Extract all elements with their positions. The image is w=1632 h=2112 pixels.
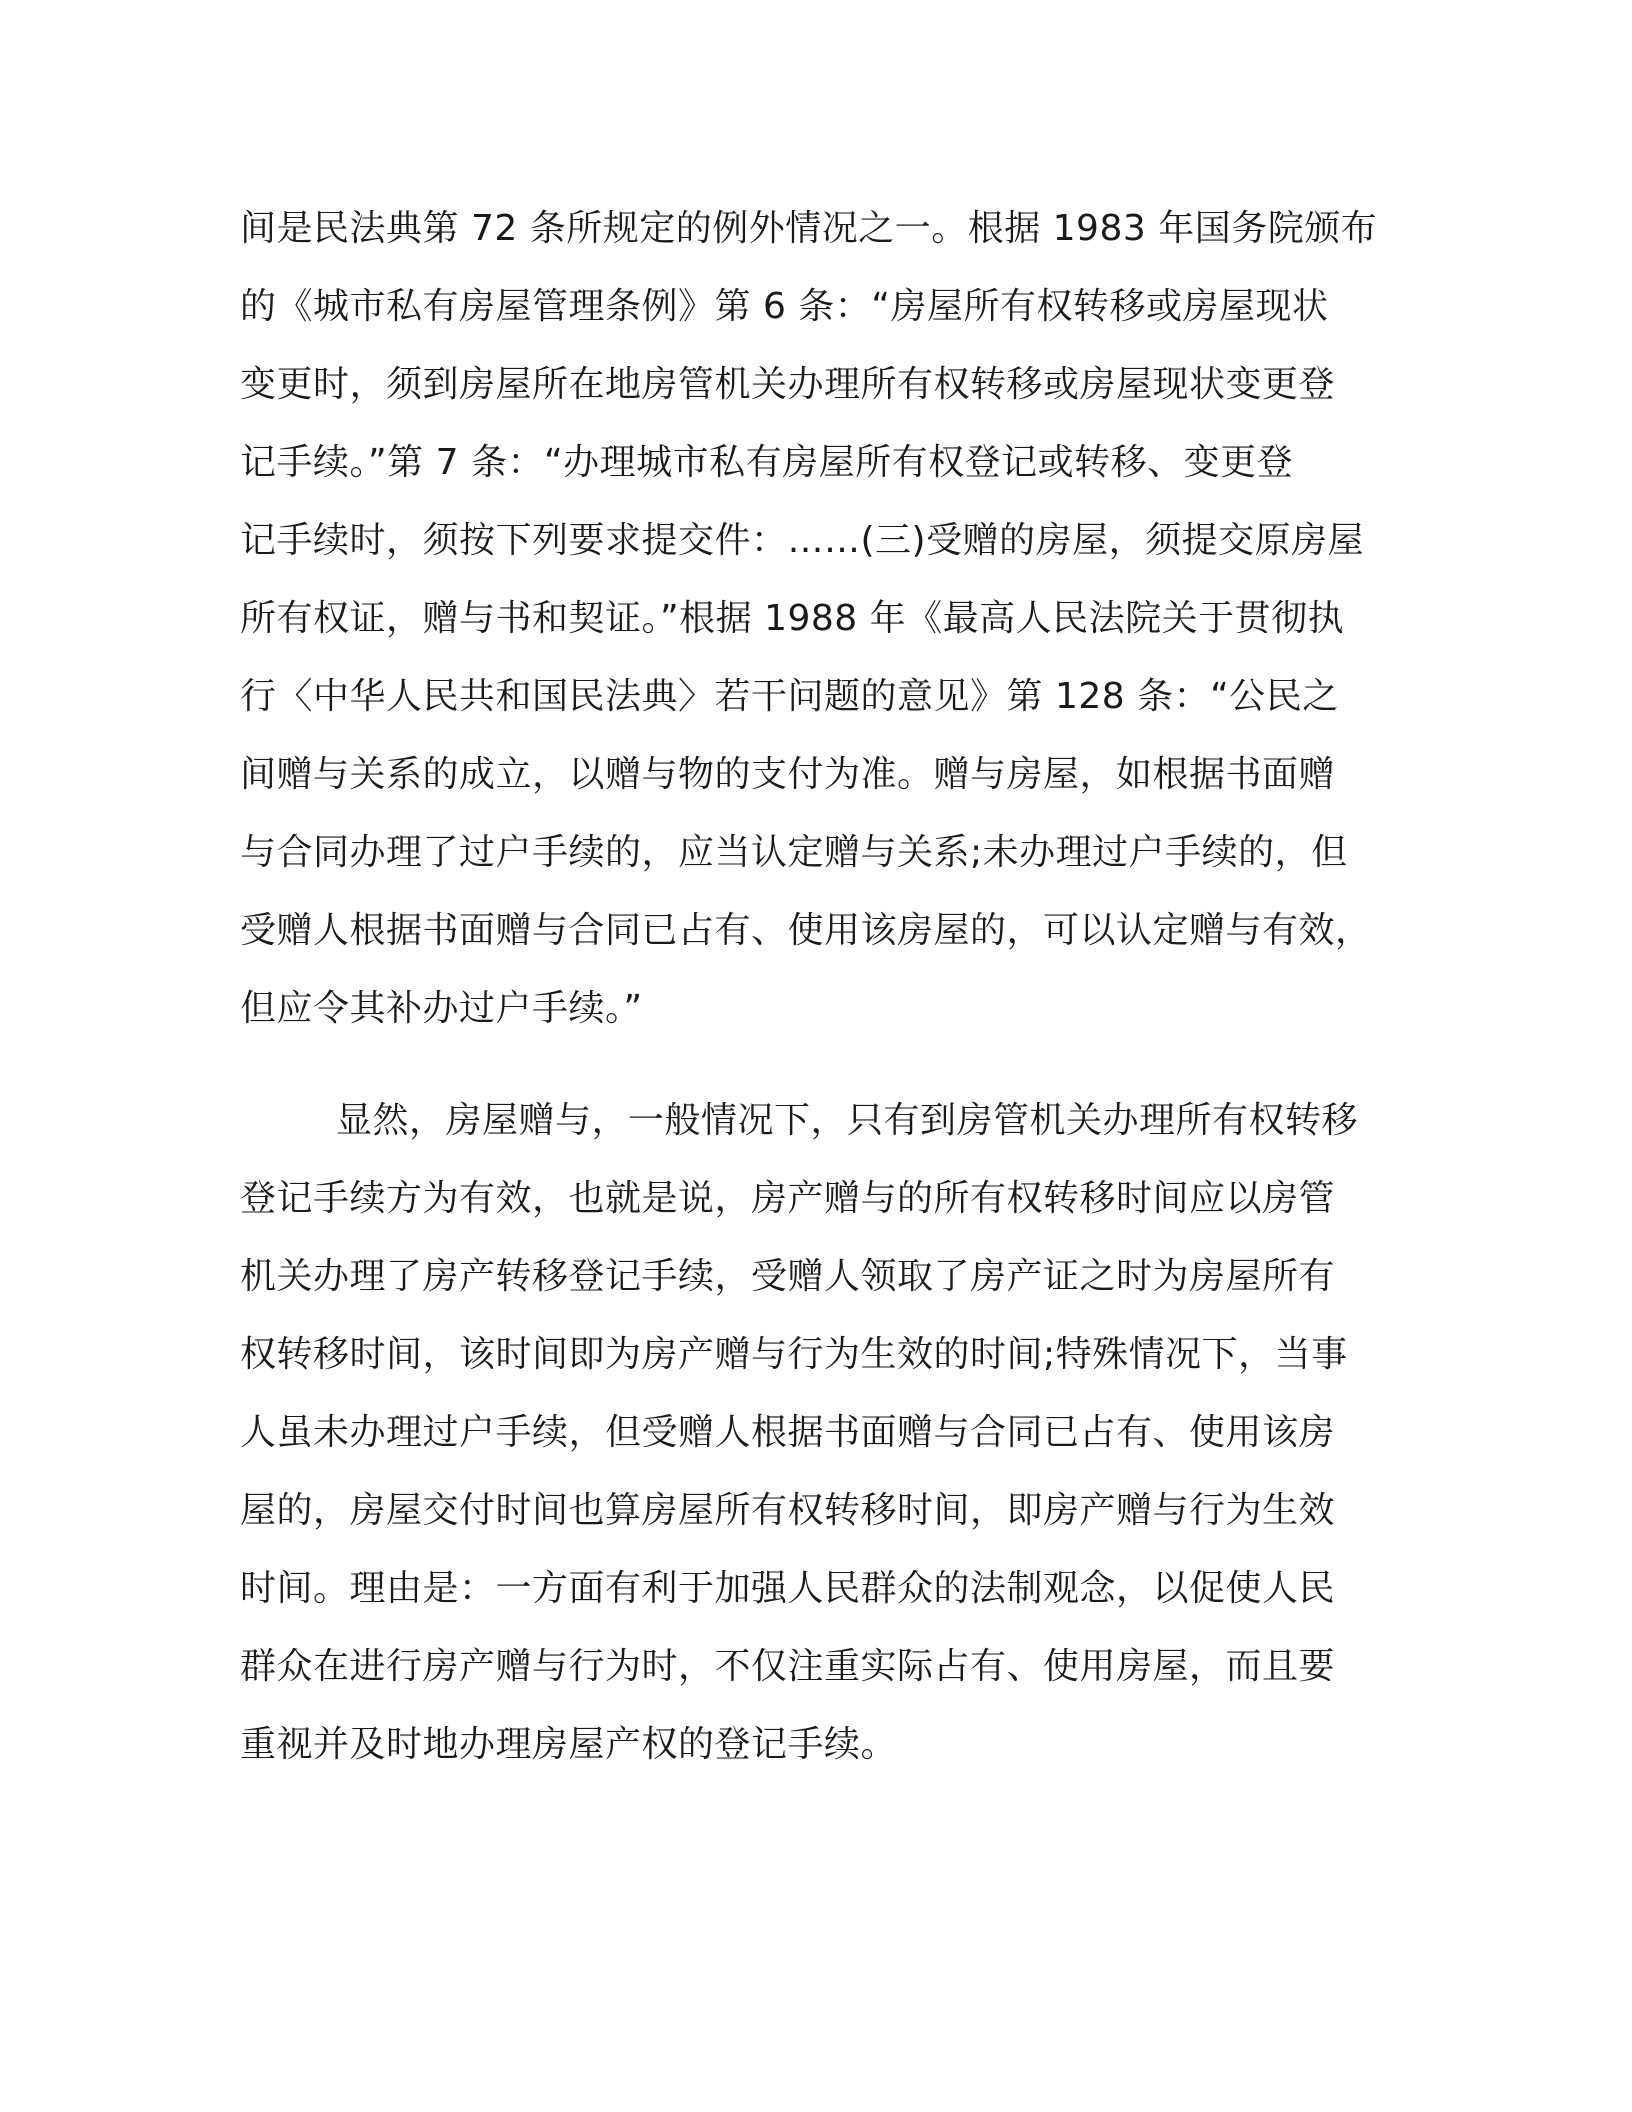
text-line: 时间。理由是：一方面有利于加强人民群众的法制观念，以促使人民 <box>240 1568 1336 1609</box>
paragraph-1 <box>240 190 1390 1048</box>
text-line: 的《城市私有房屋管理条例》第 6 条：“房屋所有权转移或房屋现状 <box>240 286 1329 327</box>
text-line: 记手续。”第 7 条：“办理城市私有房屋所有权登记或转移、变更登 <box>240 442 1294 483</box>
text-line: 间是民法典第 72 条所规定的例外情况之一。根据 1983 年国务院颁布 <box>240 208 1378 249</box>
text-line: 变更时，须到房屋所在地房管机关办理所有权转移或房屋现状变更登 <box>240 364 1336 405</box>
document-body <box>240 190 1390 1784</box>
text-line: 屋的，房屋交付时间也算房屋所有权转移时间，即房产赠与行为生效 <box>240 1490 1336 1531</box>
text-line: 显然，房屋赠与，一般情况下，只有到房管机关办理所有权转移 <box>336 1100 1359 1141</box>
text-line: 权转移时间，该时间即为房产赠与行为生效的时间;特殊情况下，当事 <box>240 1334 1348 1375</box>
paragraph-2 <box>240 1082 1390 1784</box>
text-line: 机关办理了房产转移登记手续，受赠人领取了房产证之时为房屋所有 <box>240 1256 1336 1297</box>
text-line: 但应令其补办过户手续。” <box>240 988 643 1029</box>
text-line: 重视并及时地办理房屋产权的登记手续。 <box>240 1724 898 1765</box>
text-line: 受赠人根据书面赠与合同已占有、使用该房屋的，可以认定赠与有效， <box>240 910 1372 951</box>
text-line-first <box>240 1082 1390 1160</box>
text-line: 间赠与关系的成立，以赠与物的支付为准。赠与房屋，如根据书面赠 <box>240 754 1336 795</box>
text-line: 与合同办理了过户手续的，应当认定赠与关系;未办理过户手续的，但 <box>240 832 1348 873</box>
text-line: 行〈中华人民共和国民法典〉若干问题的意见》第 128 条：“公民之 <box>240 676 1339 717</box>
text-line: 登记手续方为有效，也就是说，房产赠与的所有权转移时间应以房管 <box>240 1178 1336 1219</box>
text-line: 人虽未办理过户手续，但受赠人根据书面赠与合同已占有、使用该房 <box>240 1412 1336 1453</box>
text-line: 群众在进行房产赠与行为时，不仅注重实际占有、使用房屋，而且要 <box>240 1646 1336 1687</box>
text-line: 记手续时，须按下列要求提交件：……(三)受赠的房屋，须提交原房屋 <box>240 520 1365 561</box>
text-line: 所有权证，赠与书和契证。”根据 1988 年《最高人民法院关于贯彻执 <box>240 598 1345 639</box>
